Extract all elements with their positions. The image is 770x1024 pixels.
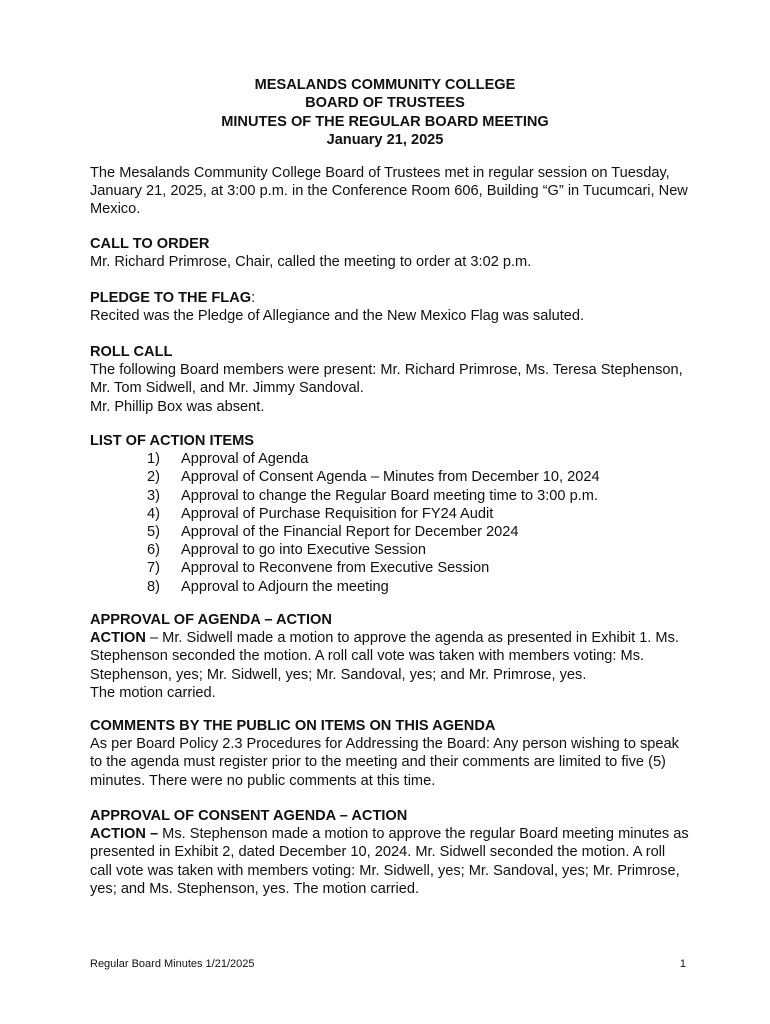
footer-label: Regular Board Minutes 1/21/2025 bbox=[90, 958, 255, 970]
call-to-order-section bbox=[90, 235, 690, 271]
action-label: ACTION – bbox=[90, 826, 159, 843]
pledge-colon: : bbox=[251, 290, 256, 306]
approval-agenda-heading: APPROVAL OF AGENDA – ACTION bbox=[90, 612, 332, 628]
list-item-number: 6) bbox=[147, 542, 160, 559]
roll-call-section bbox=[90, 343, 690, 416]
list-item-number: 5) bbox=[147, 523, 160, 540]
roll-call-absent: Mr. Phillip Box was absent. bbox=[90, 398, 265, 415]
action-items-heading: LIST OF ACTION ITEMS bbox=[90, 433, 255, 449]
list-item bbox=[90, 468, 690, 486]
list-item bbox=[90, 541, 690, 559]
public-comments-text: As per Board Policy 2.3 Procedures for Addressing the Board: Any person wishing to speak to the agenda must register prior to the meeting and their comments are limited to five (5) minutes. There were no public comments at this time. bbox=[90, 736, 679, 789]
list-item-number: 1) bbox=[147, 451, 160, 468]
list-item-number: 2) bbox=[147, 469, 160, 486]
list-item-number: 7) bbox=[147, 560, 160, 577]
list-item-text: Approval to Reconvene from Executive Session bbox=[181, 560, 490, 577]
list-item bbox=[90, 578, 690, 596]
call-to-order-heading: CALL TO ORDER bbox=[90, 236, 210, 252]
public-comments-heading: COMMENTS BY THE PUBLIC ON ITEMS ON THIS AGENDA bbox=[90, 718, 496, 734]
list-item-text: Approval of Agenda bbox=[181, 451, 309, 468]
list-item-number: 4) bbox=[147, 505, 160, 522]
approval-agenda-result: The motion carried. bbox=[90, 684, 216, 701]
list-item-text: Approval of Consent Agenda – Minutes from December 10, 2024 bbox=[181, 469, 600, 486]
meeting-date: January 21, 2025 bbox=[326, 132, 444, 149]
consent-agenda-text-block bbox=[90, 825, 690, 898]
list-item-text: Approval to Adjourn the meeting bbox=[181, 578, 389, 595]
list-item bbox=[90, 450, 690, 468]
list-item bbox=[90, 523, 690, 541]
list-item-text: Approval to change the Regular Board meeting time to 3:00 p.m. bbox=[181, 487, 598, 504]
board-name: BOARD OF TRUSTEES bbox=[305, 95, 465, 112]
list-item bbox=[90, 505, 690, 523]
public-comments-section bbox=[90, 717, 690, 790]
list-item-text: Approval of the Financial Report for December 2024 bbox=[181, 523, 519, 540]
list-item-text: Approval of Purchase Requisition for FY24 Audit bbox=[181, 505, 494, 522]
consent-agenda-heading: APPROVAL OF CONSENT AGENDA – ACTION bbox=[90, 808, 408, 824]
pledge-text: Recited was the Pledge of Allegiance and the New Mexico Flag was saluted. bbox=[90, 308, 585, 325]
pledge-section bbox=[90, 289, 690, 325]
consent-agenda-section bbox=[90, 807, 690, 898]
action-label: ACTION bbox=[90, 630, 146, 647]
minutes-title: MINUTES OF THE REGULAR BOARD MEETING bbox=[221, 113, 549, 130]
document-header bbox=[0, 76, 770, 150]
approval-agenda-text: – Mr. Sidwell made a motion to approve the agenda as presented in Exhibit 1. Ms. Stephenson seconded the motion. A roll call vote was taken with members voting: Ms. Stephenson, yes; Mr. Sidwell, yes; Mr. Sandoval, yes; and Mr. Primrose, yes. bbox=[90, 630, 679, 683]
list-item bbox=[90, 487, 690, 505]
roll-call-heading: ROLL CALL bbox=[90, 344, 173, 360]
approval-agenda-section bbox=[90, 611, 690, 702]
college-name: MESALANDS COMMUNITY COLLEGE bbox=[254, 77, 516, 93]
call-to-order-text: Mr. Richard Primrose, Chair, called the meeting to order at 3:02 p.m. bbox=[90, 254, 532, 271]
list-item-number: 8) bbox=[147, 578, 160, 595]
action-items-section bbox=[90, 432, 690, 596]
pledge-heading: PLEDGE TO THE FLAG bbox=[90, 290, 252, 306]
approval-agenda-text-block bbox=[90, 629, 690, 684]
consent-agenda-text: Ms. Stephenson made a motion to approve the regular Board meeting minutes as presented in Exhibit 2, dated December 10, 2024. Mr. Sidwell seconded the motion. A roll call vote was taken with members voting: Mr. Sidwell, yes; Mr. Sandoval, yes; Mr. Primrose, yes; and Ms. Stephenson, yes. The motion carried. bbox=[90, 826, 689, 897]
intro-paragraph: The Mesalands Community College Board of Trustees met in regular session on Tuesday, January 21, 2025, at 3:00 p.m. in the Conference Room 606, Building “G” in Tucumcari, New Mexico. bbox=[90, 165, 688, 218]
list-item-number: 3) bbox=[147, 487, 160, 504]
roll-call-text: The following Board members were present: Mr. Richard Primrose, Ms. Teresa Stephenson, Mr. Tom Sidwell, and Mr. Jimmy Sandoval. bbox=[90, 362, 683, 397]
list-item-text: Approval to go into Executive Session bbox=[181, 542, 426, 559]
list-item bbox=[90, 559, 690, 577]
page-number: 1 bbox=[679, 958, 686, 970]
